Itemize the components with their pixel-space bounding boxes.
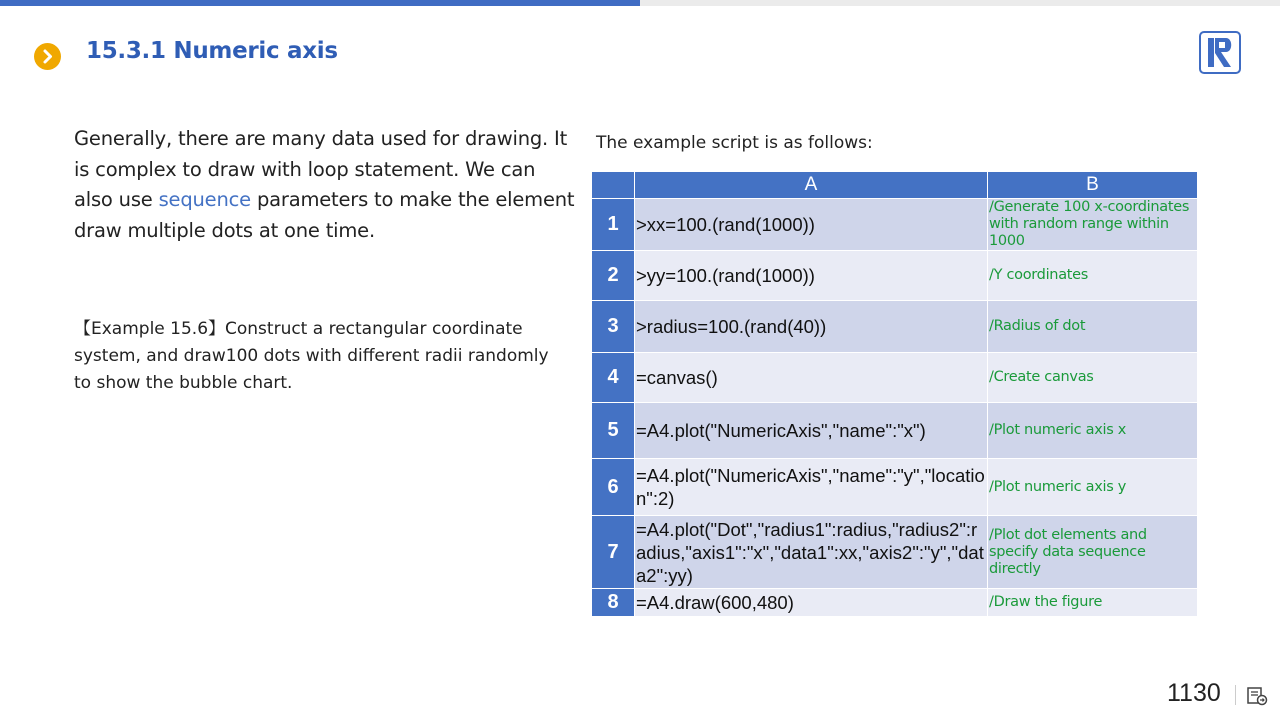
code-cell[interactable]: =A4.plot("NumericAxis","name":"y","location":2) bbox=[635, 459, 988, 516]
row-number: 6 bbox=[592, 459, 635, 516]
raqsoft-logo-icon bbox=[1199, 31, 1241, 74]
code-cell[interactable]: =A4.plot("NumericAxis","name":"x") bbox=[635, 403, 988, 459]
chevron-right-icon bbox=[34, 43, 61, 70]
comment-cell[interactable]: /Generate 100 x-coordinates with random range within 1000 bbox=[988, 199, 1198, 251]
column-header-b: B bbox=[988, 172, 1198, 199]
row-number: 5 bbox=[592, 403, 635, 459]
column-header-a: A bbox=[635, 172, 988, 199]
code-cell[interactable]: =canvas() bbox=[635, 353, 988, 403]
comment-cell[interactable]: /Create canvas bbox=[988, 353, 1198, 403]
row-number: 8 bbox=[592, 589, 635, 617]
comment-cell[interactable]: /Plot numeric axis y bbox=[988, 459, 1198, 516]
slide-view-icon[interactable] bbox=[1246, 686, 1268, 706]
row-number-header bbox=[592, 172, 635, 199]
table-row bbox=[592, 199, 1198, 251]
row-number: 3 bbox=[592, 301, 635, 353]
script-table bbox=[591, 171, 1198, 617]
page-title: 15.3.1 Numeric axis bbox=[86, 38, 338, 64]
table-row bbox=[592, 459, 1198, 516]
table-row bbox=[592, 516, 1198, 589]
divider bbox=[1235, 685, 1236, 705]
progress-bar bbox=[0, 0, 1280, 6]
table-row bbox=[592, 251, 1198, 301]
page-number: 1130 bbox=[1167, 679, 1221, 707]
code-cell[interactable]: =A4.plot("Dot","radius1":radius,"radius2":radius,"axis1":"x","data1":xx,"axis2":"y","data2":yy) bbox=[635, 516, 988, 589]
table-row bbox=[592, 403, 1198, 459]
script-intro: The example script is as follows: bbox=[596, 133, 873, 153]
code-cell[interactable]: >yy=100.(rand(1000)) bbox=[635, 251, 988, 301]
code-cell[interactable]: >radius=100.(rand(40)) bbox=[635, 301, 988, 353]
table-row bbox=[592, 301, 1198, 353]
row-number: 2 bbox=[592, 251, 635, 301]
table-header-row bbox=[592, 172, 1198, 199]
progress-bar-fill bbox=[0, 0, 640, 6]
comment-cell[interactable]: /Radius of dot bbox=[988, 301, 1198, 353]
row-number: 1 bbox=[592, 199, 635, 251]
row-number: 4 bbox=[592, 353, 635, 403]
comment-cell[interactable]: /Draw the figure bbox=[988, 589, 1198, 617]
intro-paragraph: Generally, there are many data used for drawing. It is complex to draw with loop statement. We can also use sequence parameters to make the element draw multiple dots at one time. bbox=[74, 127, 575, 243]
table-row bbox=[592, 589, 1198, 617]
example-description: 【Example 15.6】Construct a rectangular coordinate system, and draw100 dots with different radii randomly to show the bubble chart. bbox=[74, 319, 549, 393]
code-cell[interactable]: >xx=100.(rand(1000)) bbox=[635, 199, 988, 251]
comment-cell[interactable]: /Plot dot elements and specify data sequence directly bbox=[988, 516, 1198, 589]
table-row bbox=[592, 353, 1198, 403]
row-number: 7 bbox=[592, 516, 635, 589]
code-cell[interactable]: =A4.draw(600,480) bbox=[635, 589, 988, 617]
sequence-highlight: sequence bbox=[158, 188, 251, 212]
comment-cell[interactable]: /Y coordinates bbox=[988, 251, 1198, 301]
comment-cell[interactable]: /Plot numeric axis x bbox=[988, 403, 1198, 459]
